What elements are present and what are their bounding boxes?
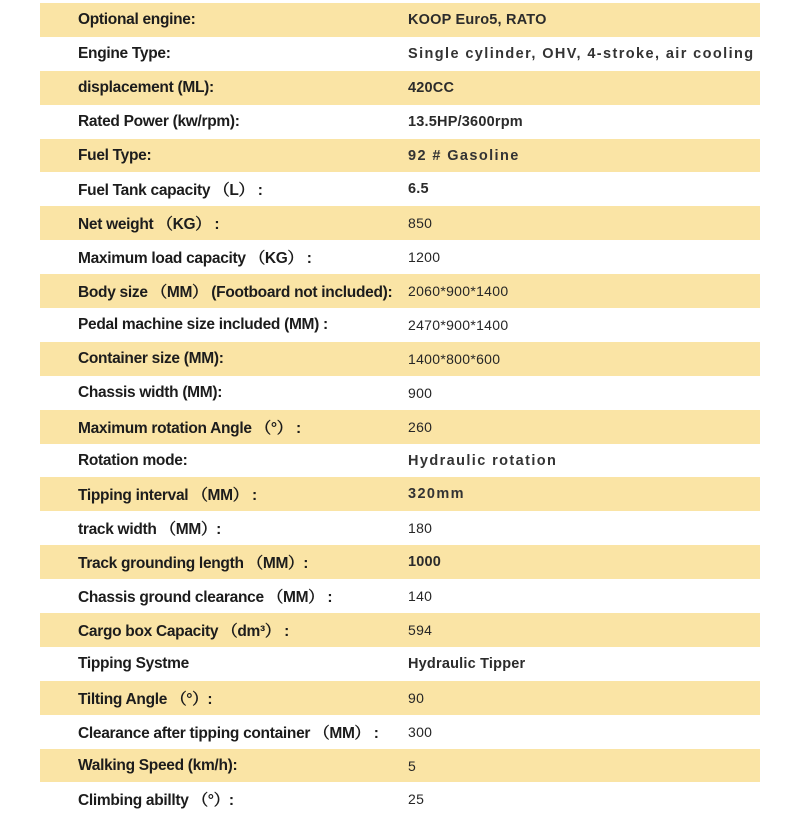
spec-row <box>40 206 760 240</box>
spec-label: Chassis width (MM): <box>78 383 223 401</box>
spec-value: 13.5HP/3600rpm <box>408 113 523 130</box>
spec-row <box>40 613 760 647</box>
spec-value: 900 <box>408 384 433 401</box>
spec-label: Maximum rotation Angle （°） : <box>78 419 301 437</box>
spec-label: Fuel Tank capacity （L） : <box>78 182 263 200</box>
spec-label: Maximum load capacity （KG） : <box>78 250 312 268</box>
spec-label: Tilting Angle （°）: <box>78 690 213 708</box>
spec-label: track width （MM）: <box>78 521 222 539</box>
spec-row <box>40 782 760 816</box>
spec-label: Rotation mode: <box>78 451 188 469</box>
spec-value: 180 <box>408 520 433 537</box>
spec-label: Container size (MM): <box>78 349 224 367</box>
spec-row <box>40 342 760 376</box>
spec-value: Hydraulic rotation <box>408 452 558 469</box>
spec-row <box>40 376 760 410</box>
spec-value: 5 <box>408 757 417 774</box>
spec-row <box>40 3 760 37</box>
spec-row <box>40 715 760 749</box>
spec-label: Tipping Systme <box>78 654 189 672</box>
spec-value: 1400*800*600 <box>408 350 501 367</box>
spec-value: 320mm <box>408 486 465 503</box>
spec-value: 260 <box>408 418 433 435</box>
spec-value: 594 <box>408 621 433 638</box>
spec-row <box>40 749 760 783</box>
spec-value: 2470*900*1400 <box>408 316 509 333</box>
spec-row <box>40 105 760 139</box>
spec-label: Rated Power (kw/rpm): <box>78 112 240 130</box>
spec-label: Clearance after tipping container （MM） : <box>78 724 379 742</box>
spec-value: 850 <box>408 215 433 232</box>
spec-label: Engine Type: <box>78 44 171 62</box>
spec-row <box>40 477 760 511</box>
spec-label: Fuel Type: <box>78 146 152 164</box>
spec-row <box>40 139 760 173</box>
spec-label: displacement (ML): <box>78 78 214 96</box>
spec-value: 25 <box>408 791 425 808</box>
spec-value: Hydraulic Tipper <box>408 655 526 672</box>
spec-value: 300 <box>408 723 433 740</box>
spec-row <box>40 71 760 105</box>
spec-value: 1000 <box>408 554 442 571</box>
spec-row <box>40 579 760 613</box>
spec-value: Single cylinder, OHV, 4-stroke, air cooling <box>408 45 755 62</box>
spec-label: Tipping interval （MM） : <box>78 487 257 505</box>
spec-value: 92 # Gasoline <box>408 147 520 164</box>
spec-row <box>40 274 760 308</box>
spec-row <box>40 444 760 478</box>
spec-value: 1200 <box>408 249 441 266</box>
spec-value: 2060*900*1400 <box>408 283 509 300</box>
spec-row <box>40 308 760 342</box>
spec-row <box>40 172 760 206</box>
spec-label: Pedal machine size included (MM) : <box>78 315 328 333</box>
spec-value: KOOP Euro5, RATO <box>408 11 547 28</box>
spec-label: Chassis ground clearance （MM） : <box>78 589 333 607</box>
spec-label: Body size （MM） (Footboard not included): <box>78 284 393 302</box>
spec-value: 420CC <box>408 79 455 96</box>
spec-row <box>40 681 760 715</box>
spec-label: Optional engine: <box>78 10 196 28</box>
spec-table <box>40 3 760 816</box>
spec-label: Cargo box Capacity （dm³） : <box>78 622 289 640</box>
spec-label: Track grounding length （MM）: <box>78 555 309 573</box>
spec-value: 90 <box>408 689 425 706</box>
spec-label: Climbing abillty （°）: <box>78 792 234 810</box>
spec-label: Net weight （KG） : <box>78 216 220 234</box>
spec-label: Walking Speed (km/h): <box>78 756 238 774</box>
spec-row <box>40 410 760 444</box>
spec-row <box>40 240 760 274</box>
spec-value: 6.5 <box>408 181 429 198</box>
spec-row <box>40 37 760 71</box>
spec-row <box>40 545 760 579</box>
spec-row <box>40 647 760 681</box>
spec-row <box>40 511 760 545</box>
spec-value: 140 <box>408 588 433 605</box>
